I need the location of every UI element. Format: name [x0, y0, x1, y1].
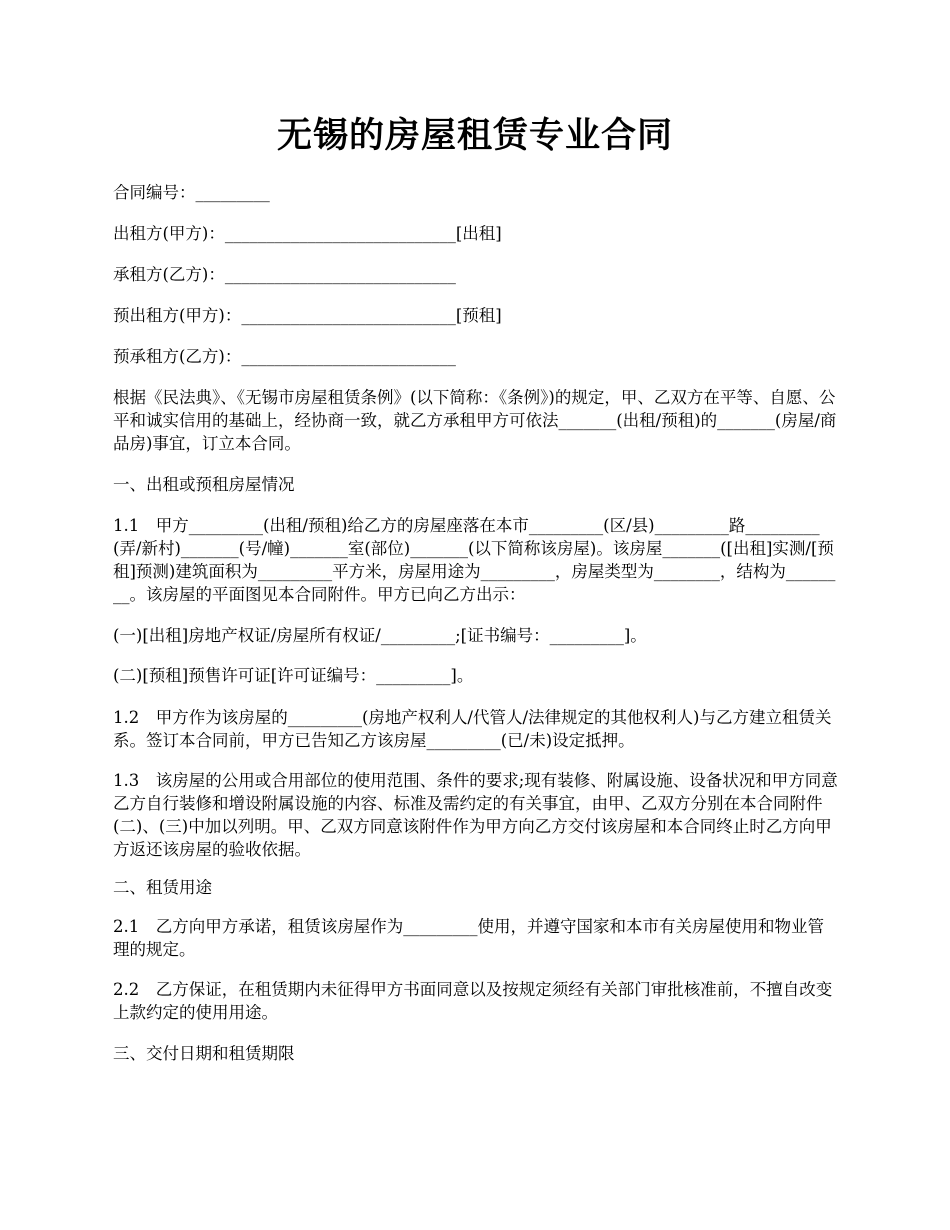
clause-1-1-item-2: (二)[预租]预售许可证[许可证编号：_________]。 [113, 666, 474, 685]
clause-1-2: 1.2 甲方作为该房屋的_________(房地产权利人/代管人/法律规定的其他权利人)与乙方建立租赁关系。签订本合同前，甲方已告知乙方该房屋_________(已/未)设定抵押。 [113, 708, 832, 750]
lessor-line: 出租方(甲方)：____________________________[出租] [113, 224, 502, 243]
clause-2-2: 2.2 乙方保证，在租赁期内未征得甲方书面同意以及按规定须经有关部门审批核准前，不擅自改变上款约定的使用用途。 [113, 980, 833, 1022]
document-title: 无锡的房屋租赁专业合同 [276, 115, 673, 156]
pre-lessor-line: 预出租方(甲方)：__________________________[预租] [113, 306, 502, 325]
section-heading: 二、租赁用途 [113, 878, 212, 897]
clause-1-1-item-1: (一)[出租]房地产权证/房屋所有权证/_________;[证书编号：_________]。 [113, 626, 647, 645]
pre-lessee-line: 预承租方(乙方)：__________________________ [113, 347, 456, 366]
section-heading: 三、交付日期和租赁期限 [113, 1044, 295, 1063]
clause-2-1: 2.1 乙方向甲方承诺，租赁该房屋作为_________使用，并遵守国家和本市有关房屋使用和物业管理的规定。 [113, 917, 824, 959]
lessee-line: 承租方(乙方)：____________________________ [113, 265, 456, 284]
preamble-paragraph: 根据《民法典》、《无锡市房屋租赁条例》(以下简称：《条例》)的规定，甲、乙双方在平等、自愿、公平和诚实信用的基础上，经协商一致，就乙方承租甲方可依法_______(出租/预租)的_______(房屋/商品房)事宜，订立本合同。 [113, 388, 837, 453]
clause-1-3: 1.3 该房屋的公用或合用部位的使用范围、条件的要求;现有装修、附属设施、设备状况和甲方同意乙方自行装修和增设附属设施的内容、标准及需约定的有关事宜，由甲、乙双方分别在本合同附件(二)、(三)中加以列明。甲、乙双方同意该附件作为甲方向乙方交付该房屋和本合同终止时乙方向甲方返还该房屋的验收依据。 [113, 771, 838, 859]
contract-number-line: 合同编号：_________ [113, 183, 270, 202]
section-heading: 一、出租或预租房屋情况 [113, 475, 295, 494]
clause-1-1: 1.1 甲方_________(出租/预租)给乙方的房屋座落在本市_________(区/县)_________路_________(弄/新村)_______(号/幢)_______室(部位)_______(以下简称该房屋)。该房屋_______([出租]实测/[预租]预测)建筑面积为_________平方米，房屋用途为_________，房屋类型为________，结构为________。该房屋的平面图见本合同附件。甲方已向乙方出示： [113, 516, 836, 604]
